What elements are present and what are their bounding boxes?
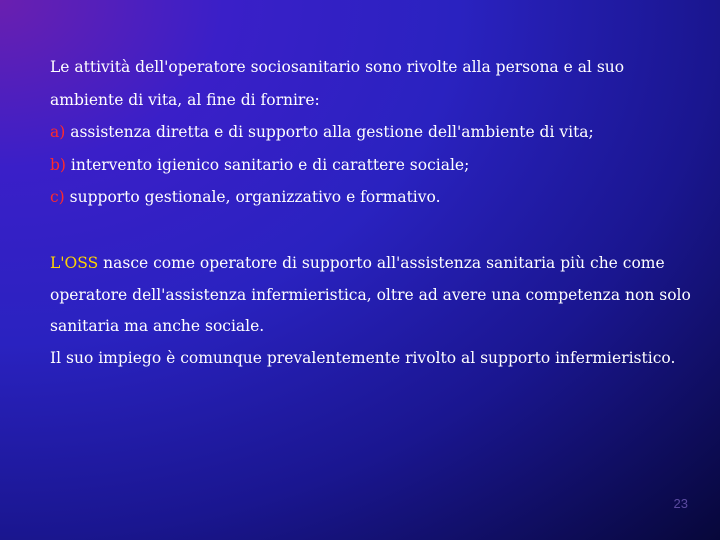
list-marker-b: b): [50, 155, 66, 174]
list-marker-a: a): [50, 123, 66, 141]
page-number: 23: [673, 496, 688, 511]
list-item-b: [50, 154, 700, 187]
oss-line-3: sanitaria ma anche sociale.: [50, 317, 265, 335]
oss-paragraph: [50, 252, 700, 378]
intro-line-1: Le attività dell'operatore sociosanitario sono rivolte alla persona e al suo: [50, 58, 625, 76]
oss-line-1: [50, 252, 700, 284]
list-text-c: supporto gestionale, organizzativo e formativo.: [64, 188, 441, 206]
intro-line-2: ambiente di vita, al fine di fornire:: [50, 90, 320, 109]
oss-highlight: L'OSS: [50, 254, 99, 272]
oss-line-2: operatore dell'assistenza infermieristica, oltre ad avere una competenza non solo: [50, 285, 691, 304]
list-marker-c: c): [50, 188, 65, 206]
list-item-a: [50, 121, 700, 154]
list-text-b: intervento igienico sanitario e di carattere sociale;: [65, 155, 470, 174]
intro-paragraph: [50, 56, 700, 219]
oss-line-4: Il suo impiego è comunque prevalentemente rivolto al supporto infermieristico.: [50, 348, 676, 367]
list-text-a: assistenza diretta e di supporto alla gestione dell'ambiente di vita;: [65, 123, 594, 141]
oss-line-1-rest: nasce come operatore di supporto all'assistenza sanitaria più che come: [98, 254, 665, 272]
list-item-c: [50, 186, 700, 219]
